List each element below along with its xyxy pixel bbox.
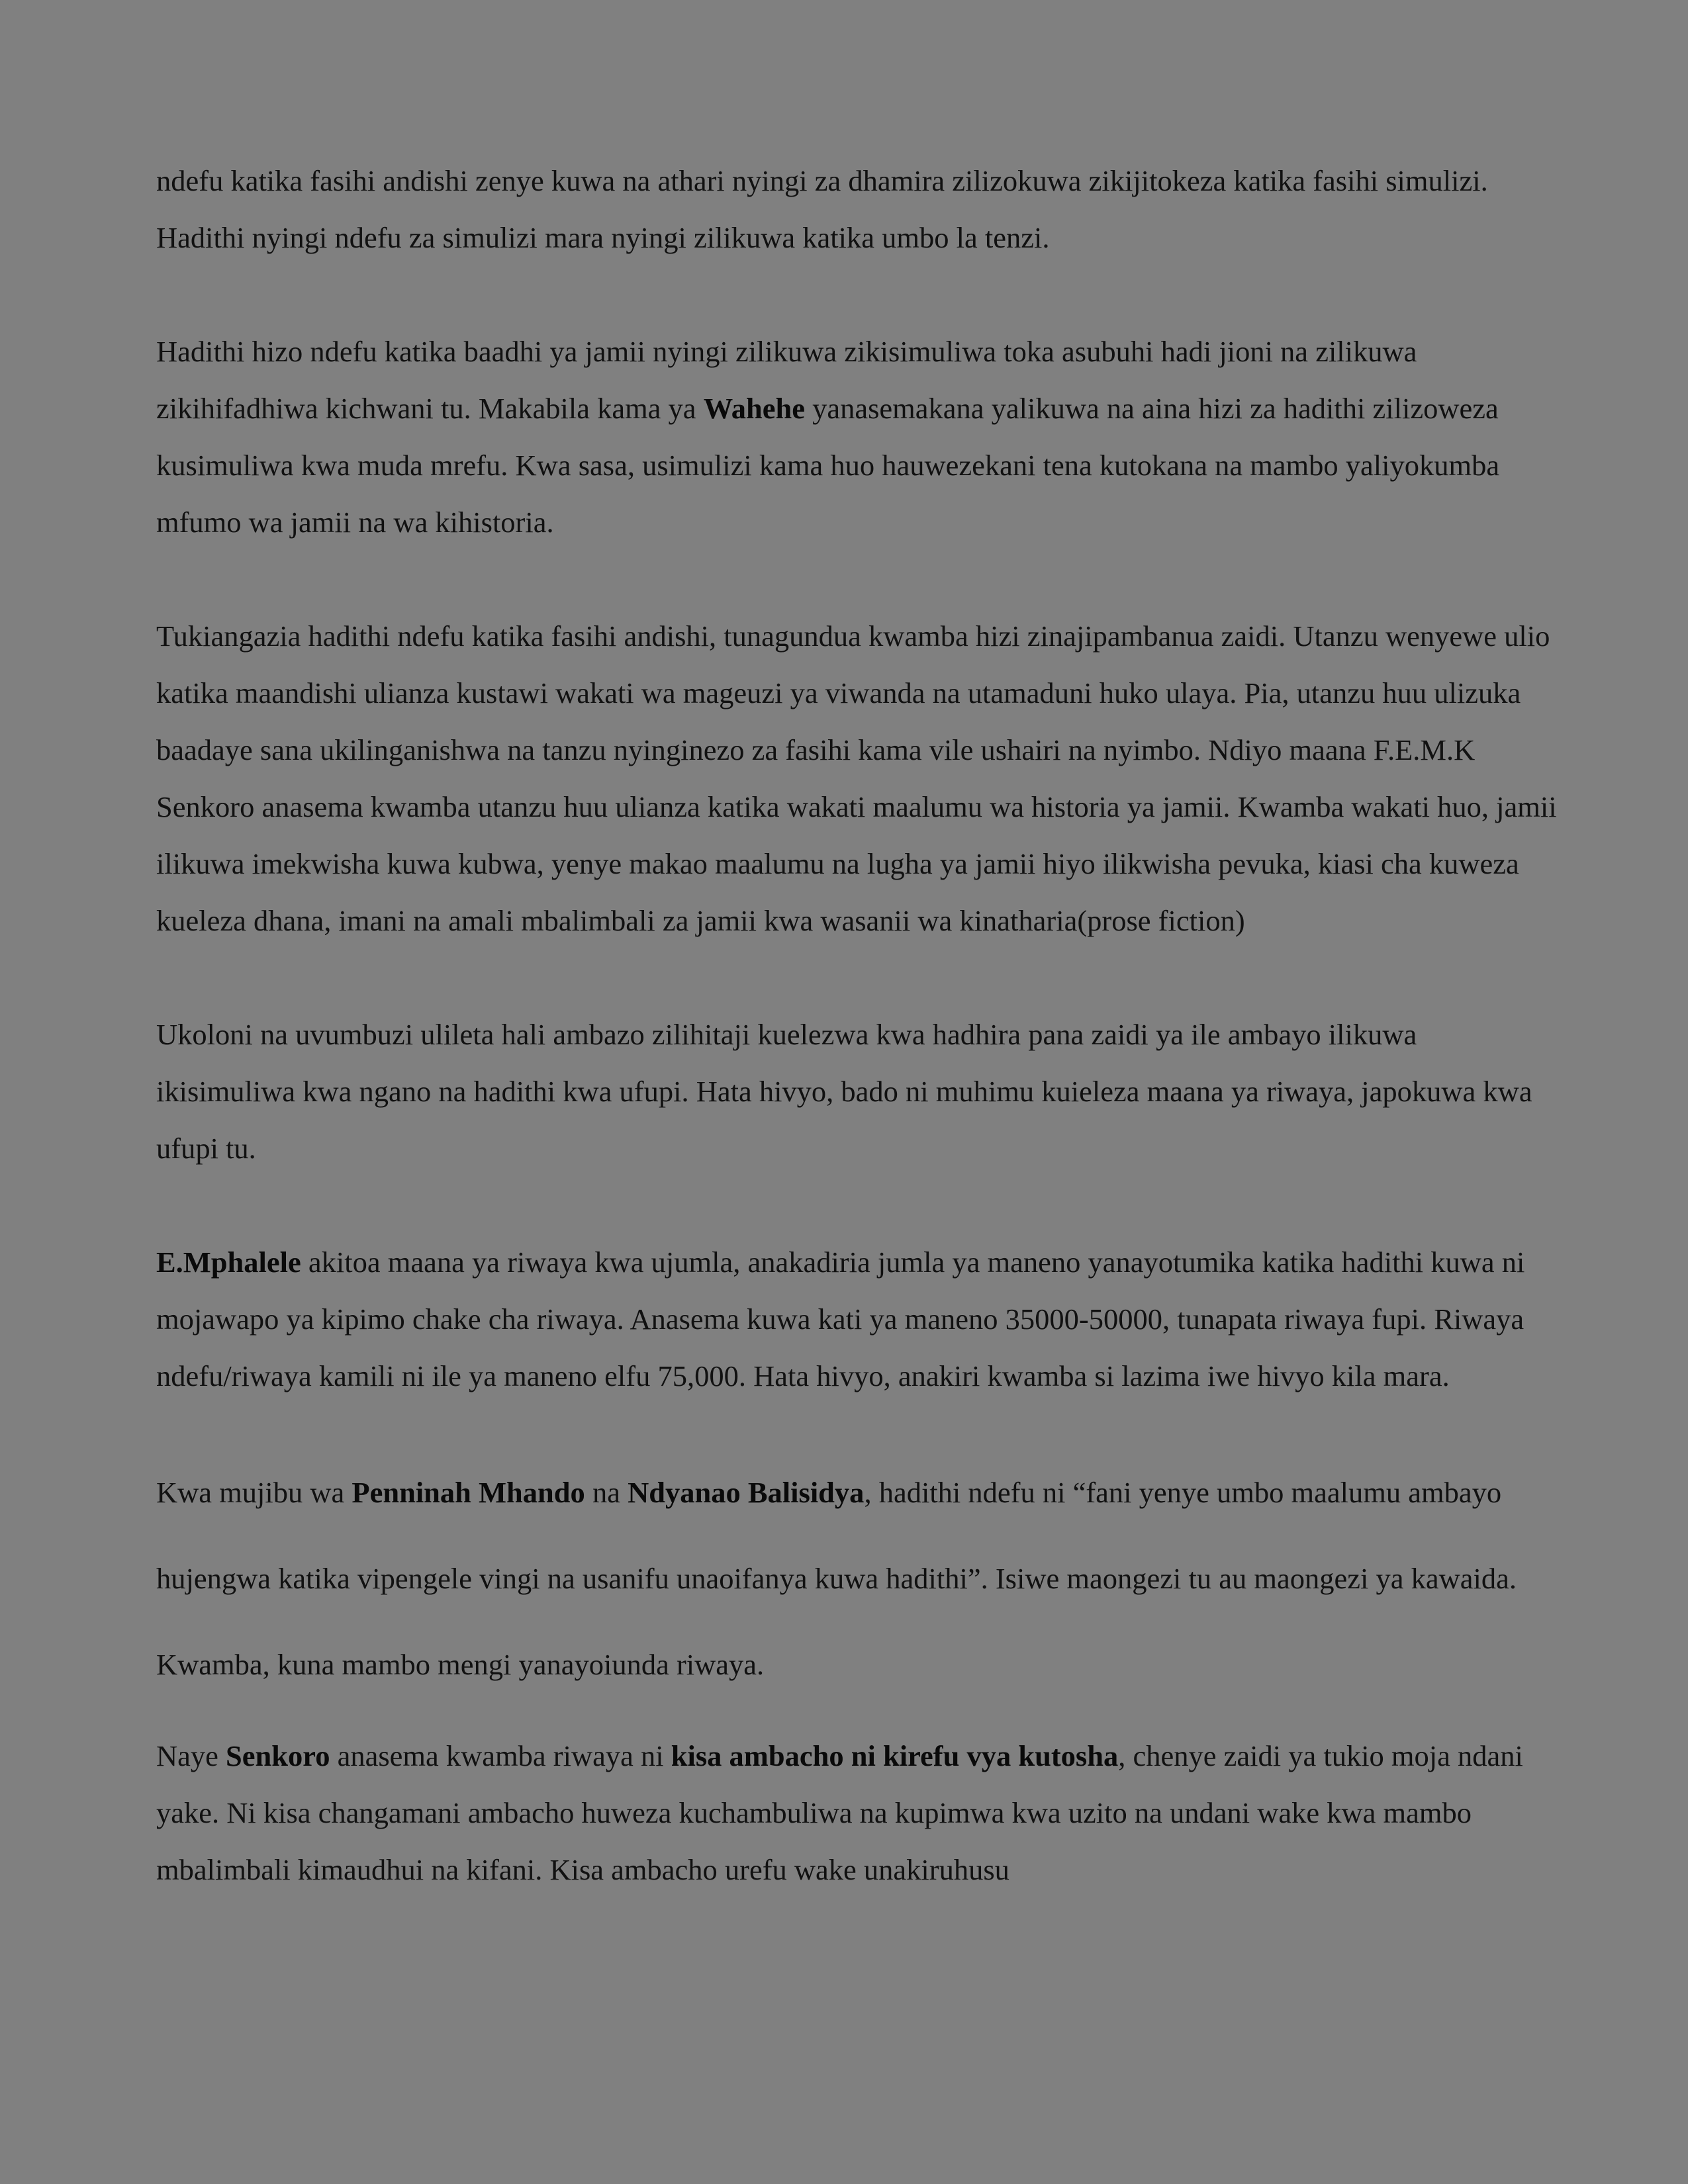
paragraph-text: yanasemakana yalikuwa na aina hizi za hadithi zilizoweza kusimuliwa kwa muda mrefu. Kwa sasa, usimulizi kama huo hauwezekani tena kutokana na mambo yaliyokumba mfumo wa jamii na wa kihistoria. <box>156 392 1500 539</box>
paragraph-3 <box>156 608 1560 949</box>
paragraph-text: Ukoloni na uvumbuzi ulileta hali ambazo zilihitaji kuelezwa kwa hadhira pana zaidi ya ile ambayo ilikuwa ikisimuliwa kwa ngano na hadithi kwa ufupi. Hata hivyo, bado ni muhimu kuieleza maana ya riwaya, japokuwa kwa ufupi tu. <box>156 1018 1532 1165</box>
paragraph-text: , chenye zaidi ya tukio moja ndani yake. Ni kisa changamani ambacho huweza kuchambuliwa na kupimwa kwa uzito na undani wake kwa mambo mbalimbali kimaudhui na kifani. Kisa ambacho urefu wake unakiruhusu <box>156 1739 1523 1886</box>
bold-author-mphalele: E.Mphalele <box>156 1246 301 1279</box>
bold-author-mhando: Penninah Mhando <box>352 1476 585 1509</box>
bold-term-wahehe: Wahehe <box>703 392 805 425</box>
bold-definition-phrase: kisa ambacho ni kirefu vya kutosha <box>671 1739 1119 1772</box>
paragraph-text: Tukiangazia hadithi ndefu katika fasihi andishi, tunagundua kwamba hizi zinajipambanua zaidi. Utanzu wenyewe ulio katika maandishi ulianza kustawi wakati wa mageuzi ya viwanda na utamaduni huko ulaya. Pia, utanzu huu ulizuka baadaye sana ukilinganishwa na tanzu nyinginezo za fasihi kama vile ushairi na nyimbo. Ndiyo maana F.E.M.K Senkoro anasema kwamba utanzu huu ulianza katika wakati maalumu wa historia ya jamii. Kwamba wakati huo, jamii ilikuwa imekwisha kuwa kubwa, yenye makao maalumu na lugha ya jamii hiyo ilikwisha pevuka, kiasi cha kuweza kueleza dhana, imani na amali mbalimbali za jamii kwa wasanii wa kinatharia(prose fiction) <box>156 619 1557 937</box>
paragraph-text: Naye <box>156 1739 226 1772</box>
paragraph-1 <box>156 152 1560 266</box>
paragraph-text: akitoa maana ya riwaya kwa ujumla, anakadiria jumla ya maneno yanayotumika katika hadithi kuwa ni mojawapo ya kipimo chake cha riwaya. Anasema kuwa kati ya maneno 35000-50000, tunapata riwaya fupi. Riwaya ndefu/riwaya kamili ni ile ya maneno elfu 75,000. Hata hivyo, anakiri kwamba si lazima iwe hivyo kila mara. <box>156 1246 1525 1392</box>
paragraph-6 <box>156 1449 1560 1707</box>
paragraph-7 <box>156 1727 1560 1898</box>
bold-author-balisidya: Ndyanao Balisidya <box>628 1476 865 1509</box>
paragraph-text: Hadithi hizo ndefu katika baadhi ya jamii nyingi zilikuwa zikisimuliwa toka asubuhi hadi jioni na zilikuwa zikihifadhiwa kichwani tu. Makabila kama ya <box>156 335 1417 425</box>
paragraph-2 <box>156 323 1560 551</box>
paragraph-text: ndefu katika fasihi andishi zenye kuwa na athari nyingi za dhamira zilizokuwa zikijitokeza katika fasihi simulizi. Hadithi nyingi ndefu za simulizi mara nyingi zilikuwa katika umbo la tenzi. <box>156 164 1488 254</box>
paragraph-text: Kwa mujibu wa <box>156 1476 352 1509</box>
paragraph-5 <box>156 1234 1560 1404</box>
paragraph-4 <box>156 1006 1560 1177</box>
document-page <box>156 152 1560 1955</box>
paragraph-text: , hadithi ndefu ni “fani yenye umbo maalumu ambayo hujengwa katika vipengele vingi na usanifu unaoifanya kuwa hadithi”. Isiwe maongezi tu au maongezi ya kawaida. Kwamba, kuna mambo mengi yanayoiunda riwaya. <box>156 1476 1517 1681</box>
paragraph-text: anasema kwamba riwaya ni <box>330 1739 671 1772</box>
bold-author-senkoro: Senkoro <box>226 1739 330 1772</box>
paragraph-text: na <box>585 1476 628 1509</box>
